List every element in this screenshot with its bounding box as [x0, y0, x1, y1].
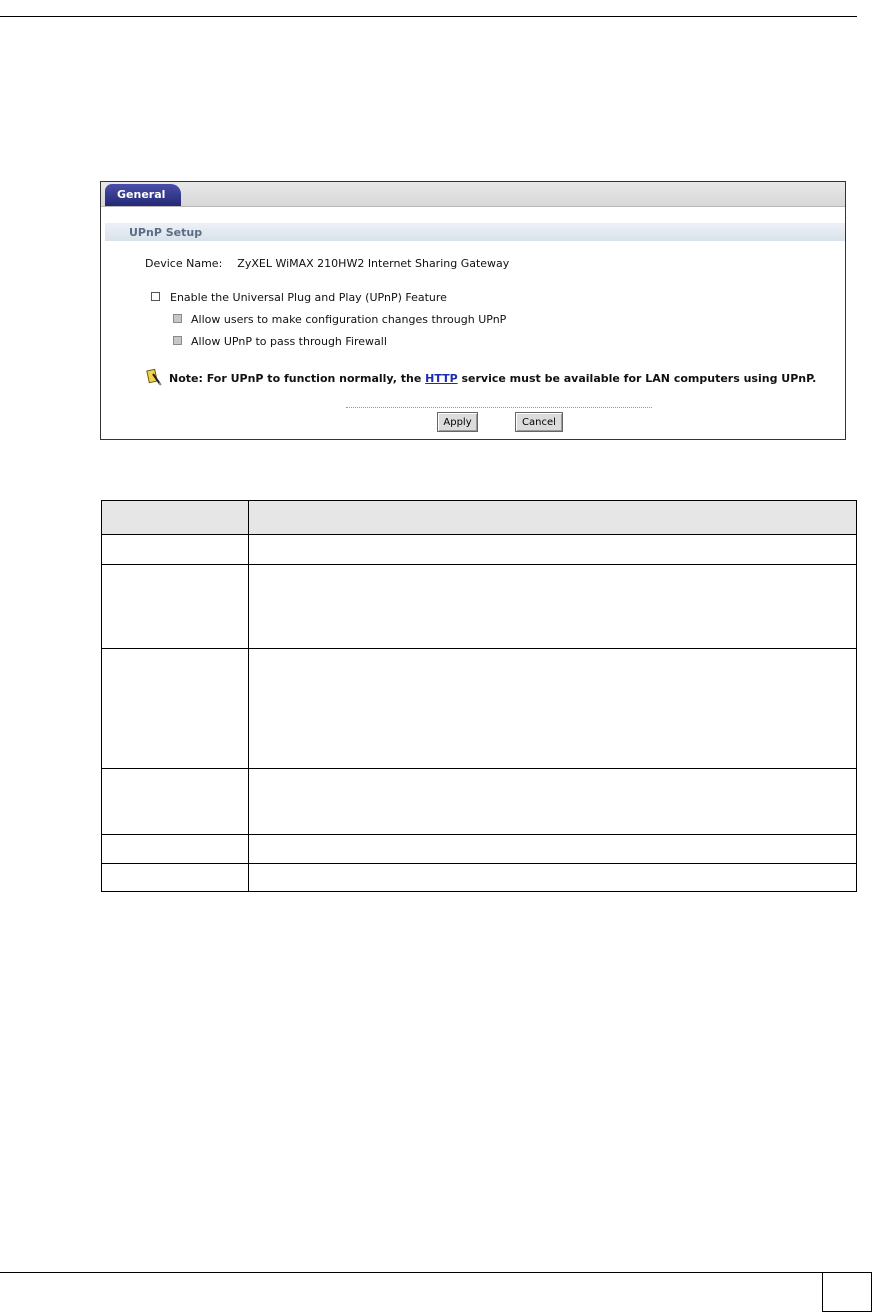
upnp-note	[169, 372, 816, 385]
device-name-value: ZyXEL WiMAX 210HW2 Internet Sharing Gateway	[237, 257, 510, 270]
cancel-button[interactable]: Cancel	[515, 412, 563, 432]
table-row	[102, 769, 857, 835]
table-cell	[102, 835, 249, 864]
table-row	[102, 565, 857, 649]
allow-config-checkbox[interactable]	[173, 314, 182, 323]
section-title: UPnP Setup	[105, 223, 845, 241]
table-row	[102, 835, 857, 864]
apply-button[interactable]: Apply	[437, 412, 478, 432]
button-divider	[346, 407, 652, 408]
table-cell	[102, 864, 249, 892]
device-name-label: Device Name:	[145, 257, 223, 270]
table-header-cell	[102, 501, 249, 535]
table-cell	[102, 769, 249, 835]
header-rule	[0, 16, 857, 17]
table-cell	[249, 565, 857, 649]
page-number-box	[822, 1272, 872, 1312]
enable-upnp-label: Enable the Universal Plug and Play (UPnP) Feature	[170, 291, 447, 304]
table-header-row	[102, 501, 857, 535]
table-cell	[102, 535, 249, 565]
upnp-screenshot	[100, 181, 846, 440]
note-text-start: Note: For UPnP to function normally, the	[169, 372, 426, 385]
note-icon	[145, 368, 163, 386]
allow-firewall-checkbox[interactable]	[173, 336, 182, 345]
table-row	[102, 649, 857, 769]
table-row	[102, 535, 857, 565]
table-cell	[249, 864, 857, 892]
field-description-table	[101, 500, 857, 892]
table-cell	[249, 535, 857, 565]
note-text-end: service must be available for LAN computers using UPnP.	[457, 372, 817, 385]
device-name-row	[145, 257, 509, 270]
table-header-cell	[249, 501, 857, 535]
http-link[interactable]: HTTP	[425, 372, 458, 385]
allow-firewall-label: Allow UPnP to pass through Firewall	[191, 335, 387, 348]
table-cell	[249, 835, 857, 864]
footer-rule	[0, 1272, 822, 1273]
allow-config-label: Allow users to make configuration changes through UPnP	[191, 313, 507, 326]
tab-bar	[101, 182, 845, 207]
enable-upnp-checkbox[interactable]	[151, 292, 160, 301]
table-cell	[102, 565, 249, 649]
tab-general[interactable]: General	[105, 184, 181, 206]
table-row	[102, 864, 857, 892]
table-cell	[249, 769, 857, 835]
table-cell	[249, 649, 857, 769]
table-cell	[102, 649, 249, 769]
